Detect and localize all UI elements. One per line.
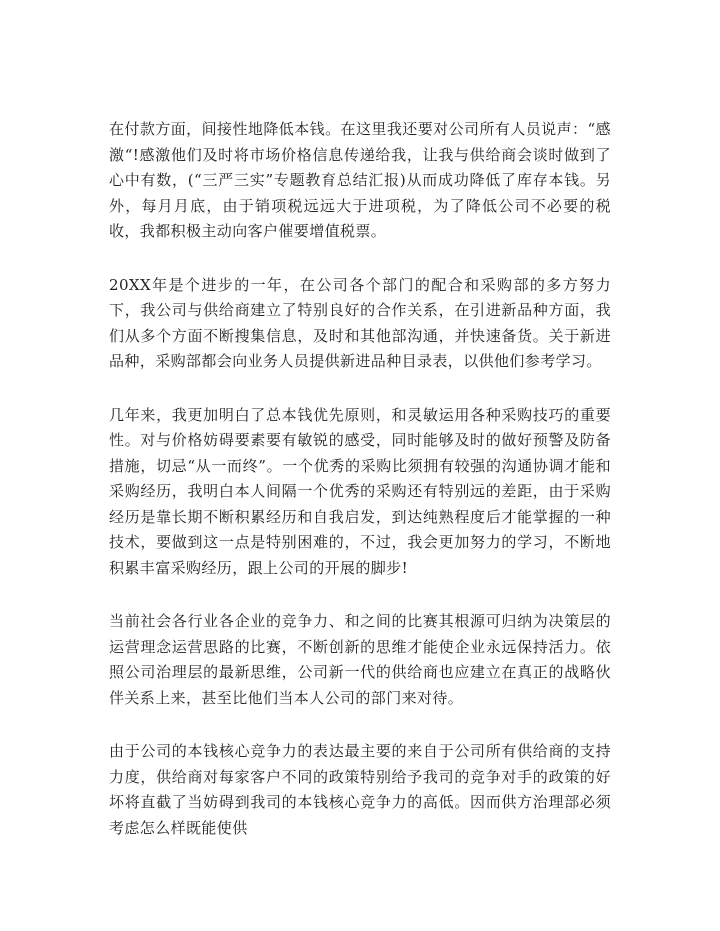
paragraph-competition: 当前社会各行业各企业的竞争力、和之间的比赛其根源可归纳为决策层的运营理念运营思路的比赛，不断创新的思维才能使企业永远保持活力。依照公司治理层的最新思维，公司新一代的供给商也应建立在真正的战略伙伴关系上来，甚至比他们当本人公司的部门来对待。 (109, 612, 611, 707)
paragraph-core-competitiveness: 由于公司的本钱核心竞争力的表达最主要的来自于公司所有供给商的支持力度，供给商对每家客户不同的政策特别给予我司的竞争对手的政策的好坏将直截了当妨碍到我司的本钱核心竞争力的高低。因而供方治理部必须考虑怎么样既能使供 (109, 742, 611, 837)
paragraph-supplier-relations: 20XX年是个进步的一年，在公司各个部门的配合和采购部的多方努力下，我公司与供给商建立了特别良好的合作关系，在引进新品种方面，我们从多个方面不断搜集信息，及时和其他部沟通，并快速备货。关于新进品种，采购部都会向业务人员提供新进品种目录表，以供他们参考学习。 (109, 275, 611, 370)
document-body (109, 117, 611, 869)
paragraph-procurement-experience: 几年来，我更加明白了总本钱优先原则，和灵敏运用各种采购技巧的重要性。对与价格妨碍要素要有敏锐的感受，同时能够及时的做好预警及防备措施，切忌“从一而终”。一个优秀的采购比须拥有较强的沟通协调才能和采购经历，我明白本人间隔一个优秀的采购还有特别远的差距，由于采购经历是靠长期不断积累经历和自我启发，到达纯熟程度后才能掌握的一种技术，要做到这一点是特别困难的，不过，我会更加努力的学习，不断地积累丰富采购经历，跟上公司的开展的脚步! (109, 405, 611, 577)
paragraph-payment-cost: 在付款方面，间接性地降低本钱。在这里我还要对公司所有人员说声：“感激“!感激他们及时将市场价格信息传递给我，让我与供给商会谈时做到了心中有数，(“三严三实”专题教育总结汇报)从而成功降低了库存本钱。另外，每月月底，由于销项税远远大于进项税，为了降低公司不必要的税收，我都积极主动向客户催要增值税票。 (109, 120, 611, 240)
